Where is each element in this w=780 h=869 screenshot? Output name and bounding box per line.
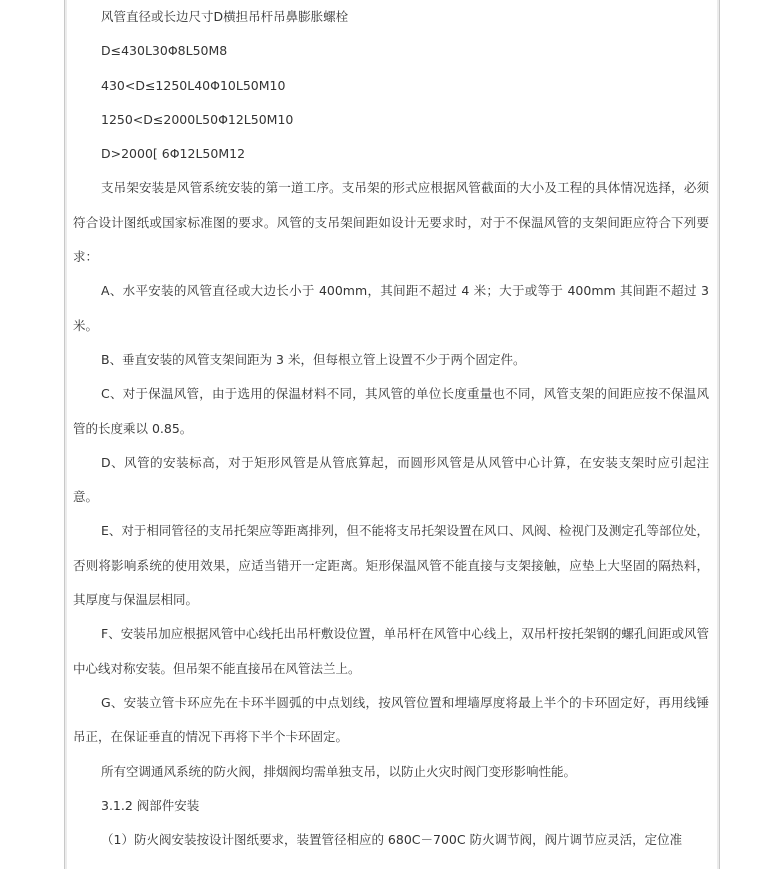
paragraph-fire-damper-install: （1）防火阀安装按设计图纸要求，装置管径相应的 680C－700C 防火调节阀，阀片调节应灵活，定位准 <box>101 832 683 848</box>
paragraph-item-a: A、水平安装的风管直径或大边长小于 400mm，其间距不超过 4 米；大于或等于 400mm 其间距不超过 3 米。 <box>73 283 709 333</box>
paragraph-item-b: B、垂直安装的风管支架间距为 3 米，但每根立管上设置不少于两个固定件。 <box>101 351 526 367</box>
paragraph-item-c: C、对于保温风管，由于选用的保温材料不同，其风管的单位长度重量也不同，风管支架的间距应按不保温风管的长度乘以 0.85。 <box>73 386 709 436</box>
document-body <box>73 0 709 857</box>
paragraph-item-d: D、风管的安装标高，对于矩形风管是从管底算起，而圆形风管是从风管中心计算，在安装支架时应引起注意。 <box>73 454 709 505</box>
spec-row-2: 430<D≤1250L40Φ10L50M10 <box>101 77 286 93</box>
spec-row-3: 1250<D≤2000L50Φ12L50M10 <box>101 111 294 127</box>
spec-row-4: D>2000[ 6Φ12L50M12 <box>101 146 246 162</box>
paragraph-item-f: F、安装吊加应根据风管中心线托出吊杆敷设位置，单吊杆在风管中心线上，双吊杆按托架钢的螺孔间距或风管中心线对称安装。但吊架不能直接吊在风管法兰上。 <box>73 626 709 676</box>
paragraph-support-intro: 支吊架安装是风管系统安装的第一道工序。支吊架的形式应根据风管截面的大小及工程的具体情况选择，必须符合设计图纸或国家标准图的要求。风管的支吊架间距如设计无要求时，对于不保温风管的支架间距应符合下列要求： <box>73 180 709 265</box>
paragraph-item-g: G、安装立管卡环应先在卡环半圆弧的中点划线，按风管位置和埋墙厚度将最上半个的卡环固定好，再用线锤吊正，在保证垂直的情况下再将下半个卡环固定。 <box>73 694 709 745</box>
paragraph-fire-damper-support: 所有空调通风系统的防火阀，排烟阀均需单独支吊，以防止火灾时阀门变形影响性能。 <box>101 763 577 779</box>
spec-row-1: D≤430L30Φ8L50M8 <box>101 43 228 59</box>
paragraph-item-e: E、对于相同管径的支吊托架应等距离排列，但不能将支吊托架设置在风口、风阀、检视门及测定孔等部位处，否则将影响系统的使用效果，应适当错开一定距离。矩形保温风管不能直接与支架接触，应垫上大坚固的隔热料，其厚度与保温层相同。 <box>73 523 709 608</box>
section-heading-3-1-2: 3.1.2 阀部件安装 <box>101 797 200 813</box>
table-header-line: 风管直径或长边尺寸D横担吊杆吊鼻膨胀螺栓 <box>101 9 349 24</box>
